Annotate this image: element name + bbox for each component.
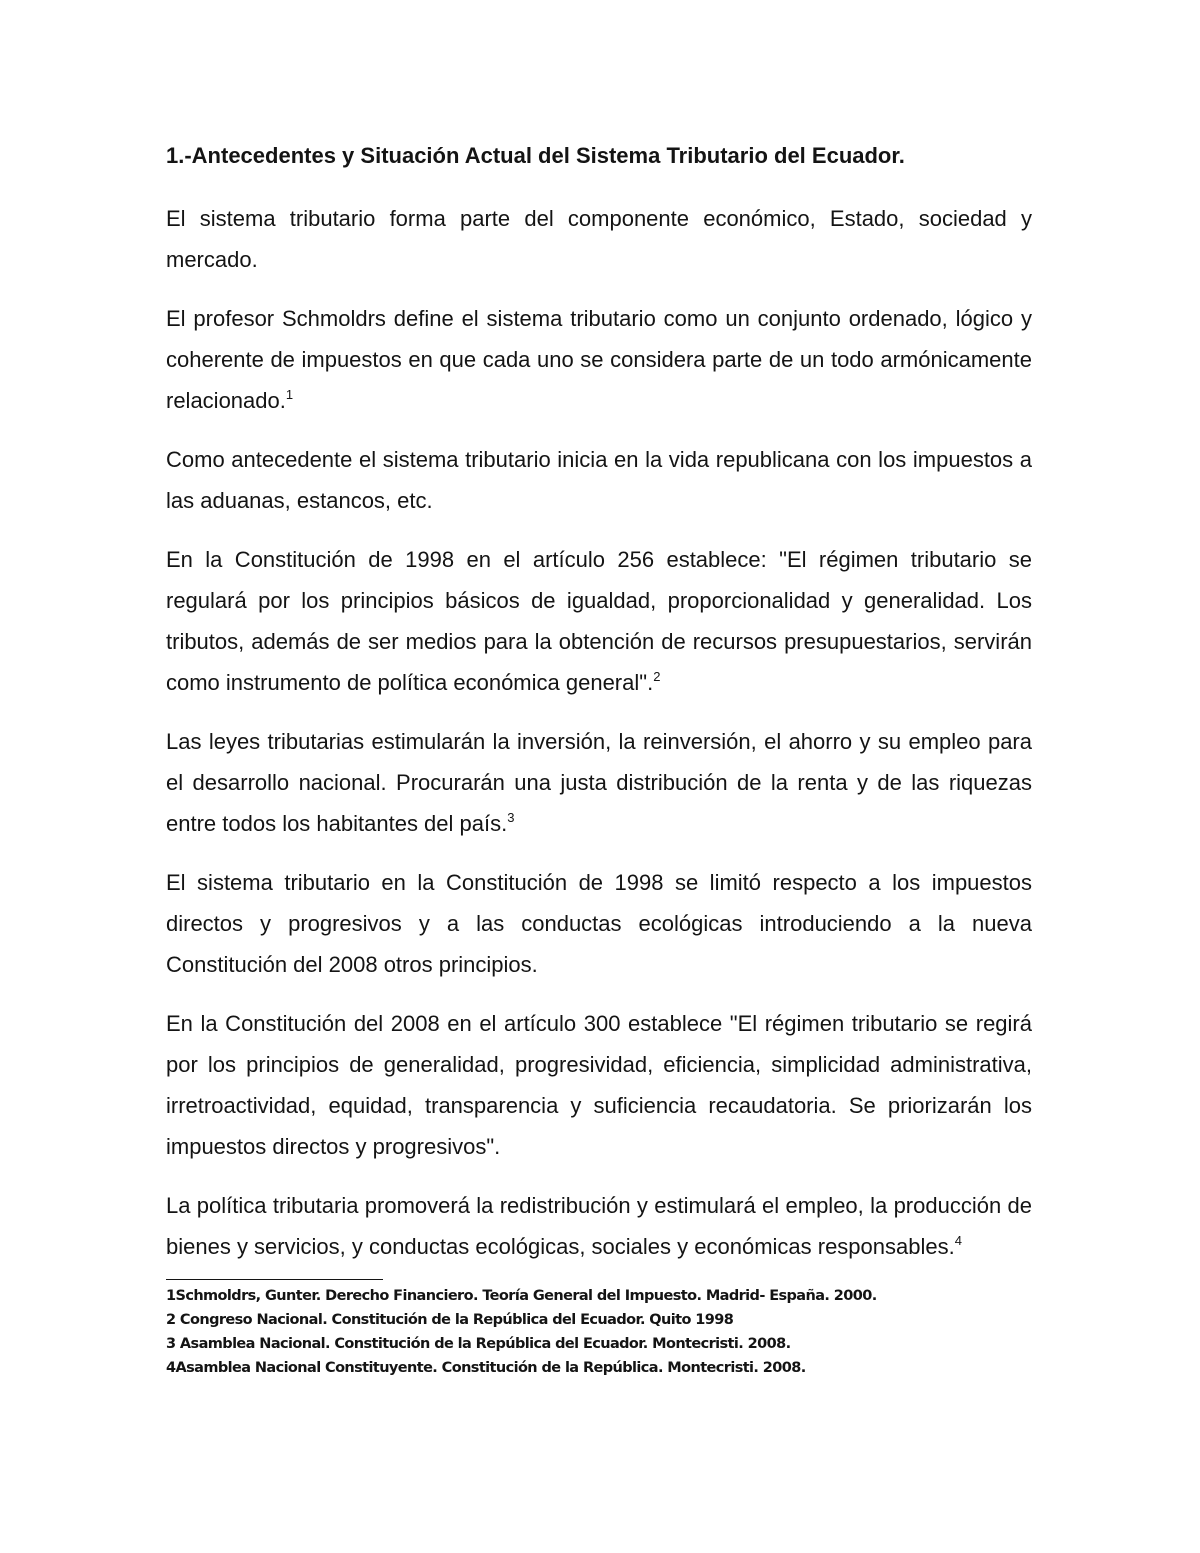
paragraph-5 [166, 721, 1032, 844]
paragraph-3 [166, 439, 1032, 521]
paragraph-1 [166, 198, 1032, 280]
paragraph-6 [166, 862, 1032, 985]
footnote-separator [166, 1279, 383, 1280]
paragraph-2 [166, 298, 1032, 421]
footnote-1: 1Schmoldrs, Gunter. Derecho Financiero. Teoría General del Impuesto. Madrid- España. 2000. [166, 1288, 877, 1304]
paragraph-text: En la Constitución del 2008 en el artículo 300 establece "El régimen tributario se regirá por los principios de generalidad, progresividad, eficiencia, simplicidad administrativa, irretroactividad, equidad, transparencia y suficiencia recaudatoria. Se priorizarán los impuestos directos y progresivos". [166, 1011, 1032, 1159]
footnote-4: 4Asamblea Nacional Constituyente. Constitución de la República. Montecristi. 2008. [166, 1360, 806, 1376]
footnote-3: 3 Asamblea Nacional. Constitución de la República del Ecuador. Montecristi. 2008. [166, 1336, 791, 1352]
paragraph-text: En la Constitución de 1998 en el artículo 256 establece: "El régimen tributario se regulará por los principios básicos de igualdad, proporcionalidad y generalidad. Los tributos, además de ser medios para la obtención de recursos presupuestarios, servirán como instrumento de política económica general". [166, 547, 1032, 695]
paragraph-text: El sistema tributario en la Constitución de 1998 se limitó respecto a los impuestos directos y progresivos y a las conductas ecológicas introduciendo a la nueva Constitución del 2008 otros principios. [166, 870, 1032, 977]
paragraph-4 [166, 539, 1032, 703]
footnote-2: 2 Congreso Nacional. Constitución de la República del Ecuador. Quito 1998 [166, 1312, 734, 1328]
paragraph-text: El profesor Schmoldrs define el sistema tributario como un conjunto ordenado, lógico y coherente de impuestos en que cada uno se considera parte de un todo armónicamente relacionado. [166, 306, 1032, 413]
paragraph-8 [166, 1185, 1032, 1267]
paragraph-text: Como antecedente el sistema tributario inicia en la vida republicana con los impuestos a las aduanas, estancos, etc. [166, 447, 1032, 513]
footnote-ref-3: 3 [507, 810, 515, 825]
footnotes [166, 1284, 1032, 1380]
document-body [166, 136, 1032, 1380]
paragraph-text: La política tributaria promoverá la redistribución y estimulará el empleo, la producción de bienes y servicios, y conductas ecológicas, sociales y económicas responsables. [166, 1193, 1032, 1259]
paragraph-text: Las leyes tributarias estimularán la inversión, la reinversión, el ahorro y su empleo para el desarrollo nacional. Procurarán una justa distribución de la renta y de las riquezas entre todos los habitantes del país. [166, 729, 1032, 836]
document-title: 1.-Antecedentes y Situación Actual del Sistema Tributario del Ecuador. [166, 143, 905, 168]
footnote-ref-2: 2 [653, 669, 661, 684]
paragraph-text: El sistema tributario forma parte del componente económico, Estado, sociedad y mercado. [166, 206, 1032, 272]
footnote-ref-4: 4 [954, 1233, 962, 1248]
paragraph-7 [166, 1003, 1032, 1167]
footnote-ref-1: 1 [285, 387, 294, 402]
